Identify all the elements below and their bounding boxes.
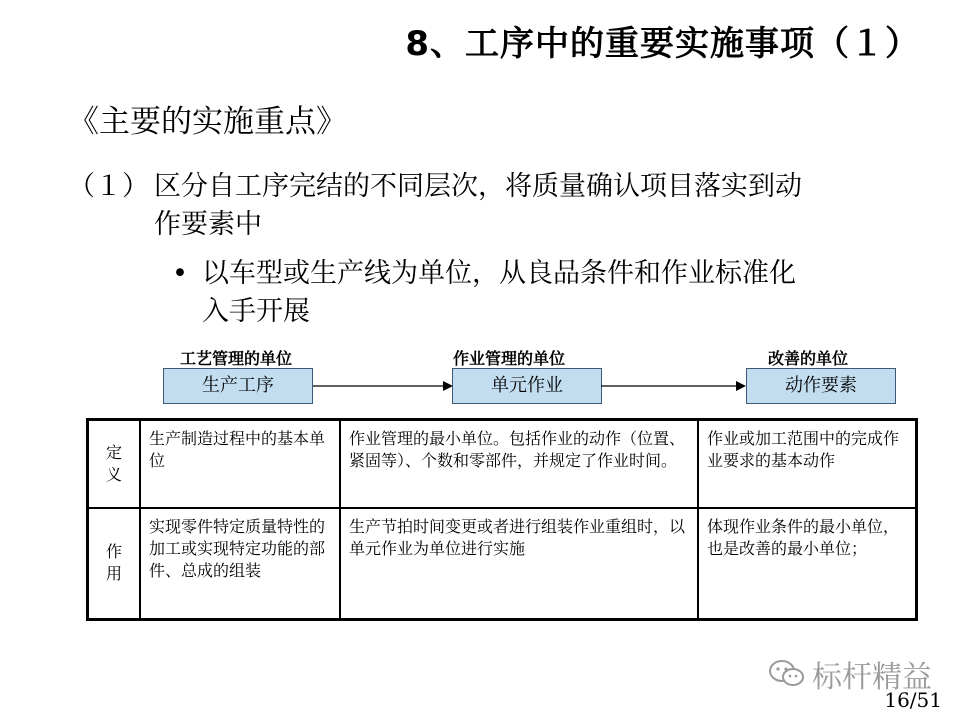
bullet-line-2: 入手开展 — [202, 296, 310, 327]
bullet-line-1: 以车型或生产线为单位，从良品条件和作业标准化 — [202, 258, 796, 289]
bullet-dot: • — [172, 258, 188, 289]
row-header-function: 作用 — [88, 508, 141, 620]
table-cell: 生产节拍时间变更或者进行组装作业重组时，以单元作业为单位进行实施 — [340, 508, 698, 620]
main-point — [68, 168, 802, 244]
table-cell: 生产制造过程中的基本单位 — [140, 420, 340, 508]
table-cell: 体现作业条件的最小单位，也是改善的最小单位； — [698, 508, 917, 620]
table-row-definition — [88, 420, 917, 508]
flow-box-operation: 单元作业 — [452, 368, 602, 404]
flow-box-process: 生产工序 — [163, 368, 313, 404]
flow-arrow-2 — [601, 378, 746, 394]
flow-box-motion: 动作要素 — [746, 368, 896, 404]
point-number: （１） — [68, 171, 149, 202]
table-cell: 实现零件特定质量特性的加工或实现特定功能的部件、总成的组装 — [140, 508, 340, 620]
point-line-2: 作要素中 — [154, 209, 262, 240]
table-cell: 作业或加工范围中的完成作业要求的基本动作 — [698, 420, 917, 508]
table-cell: 作业管理的最小单位。包括作业的动作（位置、紧固等）、个数和零部件，并规定了作业时间。 — [340, 420, 698, 508]
watermark-text: 标杆精益 — [812, 660, 932, 695]
slide-title: 8、工序中的重要实施事项（１） — [405, 24, 920, 64]
wechat-icon — [768, 659, 806, 689]
row-header-definition: 定义 — [88, 420, 141, 508]
table-row-function — [88, 508, 917, 620]
flow-arrow-1 — [313, 378, 453, 394]
definition-table — [86, 418, 918, 621]
page-number: 16/51 — [884, 688, 942, 712]
flow-label-operation: 作业管理的单位 — [453, 349, 566, 368]
flow-label-process: 工艺管理的单位 — [180, 349, 293, 368]
point-line-1: 区分自工序完结的不同层次，将质量确认项目落实到动 — [154, 171, 802, 202]
bullet-point — [172, 255, 796, 331]
flow-label-improvement: 改善的单位 — [768, 349, 849, 368]
subtitle: 《主要的实施重点》 — [68, 104, 347, 140]
